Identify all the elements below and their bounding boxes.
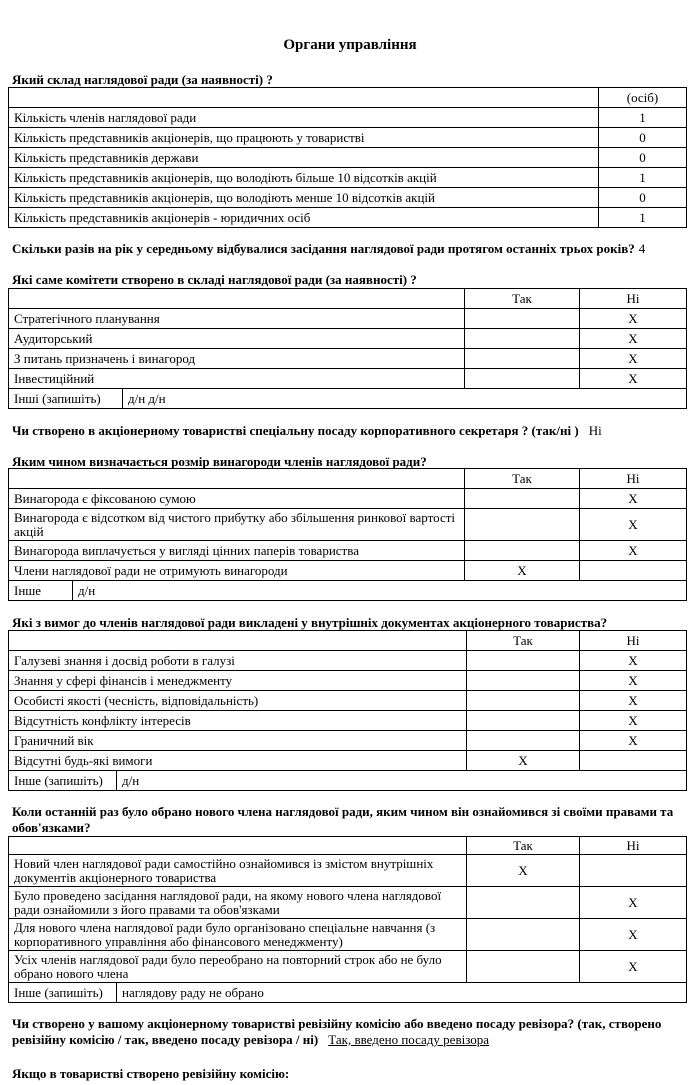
no-cell: X [580,489,687,509]
table-row [9,887,687,919]
row-value: 0 [599,148,687,168]
table-row-other [9,581,687,601]
no-cell: X [580,651,687,671]
table-row [9,188,687,208]
no-cell: X [580,691,687,711]
no-cell: X [580,369,687,389]
row-label: Кількість представників акціонерів, що працюють у товаристві [9,128,599,148]
yes-cell [465,329,580,349]
row-label: Відсутні будь-які вимоги [9,751,467,771]
row-label: Кількість представників акціонерів - юридичних осіб [9,208,599,228]
row-label: Винагорода є фіксованою сумою [9,489,465,509]
row-value: 1 [599,208,687,228]
row-value: 1 [599,168,687,188]
yes-cell: X [465,561,580,581]
row-label: Винагорода виплачується у вигляді цінних паперів товариства [9,541,465,561]
row-label: Аудиторський [9,329,465,349]
table-row-other [9,389,687,409]
table-row [9,651,687,671]
row-label: З питань призначень і винагород [9,349,465,369]
no-cell [580,751,687,771]
table-row [9,731,687,751]
audit-question-text: Чи створено у вашому акціонерному товаристві ревізійну комісію або введено посаду ревізора? (так, створено ревізійну комісію / так, введено посаду ревізора / ні) [12,1016,662,1047]
row-label: Відсутність конфлікту інтересів [9,711,467,731]
remuneration-question: Яким чином визначається розмір винагороди членів наглядової ради? [12,454,427,469]
board-composition-question: Який склад наглядової ради (за наявності) ? [12,72,273,87]
no-cell: X [580,329,687,349]
secretary-question [12,423,602,439]
col-yes-header: Так [465,289,580,309]
board-composition-table [8,87,687,228]
unit-header: (осіб) [599,88,687,108]
no-cell: X [580,309,687,329]
no-cell: X [580,731,687,751]
yes-cell [465,369,580,389]
row-label: Було проведено засідання наглядової ради, на якому нового члена наглядової ради ознайомили з його правами та обов'язками [9,887,467,919]
secretary-question-text: Чи створено в акціонерному товаристві спеціальну посаду корпоративного секретаря ? (так/ні ) [12,423,579,438]
table-row [9,369,687,389]
yes-cell [467,919,580,951]
yes-cell [465,349,580,369]
col-yes-header: Так [467,837,580,855]
col-yes-header: Так [465,469,580,489]
yes-cell [467,671,580,691]
table-row [9,711,687,731]
no-cell: X [580,887,687,919]
secretary-answer: Ні [588,423,602,438]
yes-cell: X [467,855,580,887]
other-value: д/н [73,581,687,601]
no-cell: X [580,541,687,561]
meetings-question [12,241,645,257]
row-label: Галузеві знання і досвід роботи в галузі [9,651,467,671]
other-label: Інше (запишіть) [9,771,117,791]
table-row-other [9,983,687,1003]
table-row-other [9,771,687,791]
table-row [9,541,687,561]
no-cell: X [580,919,687,951]
new-member-question: Коли останній раз було обрано нового члена наглядової ради, яким чином він ознайомився зі своїми правами та обов'язками? [12,804,674,835]
row-label: Члени наглядової ради не отримують винагороди [9,561,465,581]
yes-cell [465,489,580,509]
other-label: Інші (запишіть) [9,389,123,409]
other-label: Інше [9,581,73,601]
yes-cell [465,309,580,329]
row-label: Інвестиційний [9,369,465,389]
other-value: д/н [117,771,687,791]
no-cell: X [580,509,687,541]
row-label: Винагорода є відсотком від чистого прибутку або збільшення ринкової вартості акцій [9,509,465,541]
remuneration-table [8,468,687,601]
yes-cell [467,651,580,671]
no-cell: X [580,671,687,691]
table-row [9,128,687,148]
meetings-question-text: Скільки разів на рік у середньому відбувалися засідання наглядової ради протягом останніх трьох років? [12,241,635,256]
yes-cell [467,711,580,731]
table-header-row [9,631,687,651]
other-label: Інше (запишіть) [9,983,117,1003]
no-cell: X [580,951,687,983]
table-row [9,309,687,329]
row-label: Граничний вік [9,731,467,751]
page-title: Органи управління [283,37,417,53]
table-header-row [9,88,687,108]
table-row [9,349,687,369]
table-row [9,951,687,983]
table-row [9,148,687,168]
row-value: 0 [599,128,687,148]
yes-cell [465,509,580,541]
yes-cell [465,541,580,561]
committees-question: Які саме комітети створено в складі наглядової ради (за наявності) ? [12,272,417,287]
yes-cell: X [467,751,580,771]
row-label: Усіх членів наглядової ради було переобрано на повторний строк або не було обрано нового члена [9,951,467,983]
no-cell: X [580,349,687,369]
new-member-table [8,836,687,1003]
audit-followup-question: Якщо в товаристві створено ревізійну комісію: [12,1066,290,1081]
table-header-row [9,469,687,489]
row-label: Знання у сфері фінансів і менеджменту [9,671,467,691]
table-row [9,329,687,349]
col-yes-header: Так [467,631,580,651]
row-label: Новий член наглядової ради самостійно ознайомився із змістом внутрішніх документів акціонерного товариства [9,855,467,887]
yes-cell [467,691,580,711]
requirements-table [8,630,687,791]
meetings-answer: 4 [638,241,646,256]
col-no-header: Ні [580,631,687,651]
yes-cell [467,951,580,983]
table-row [9,108,687,128]
requirements-question: Які з вимог до членів наглядової ради викладені у внутрішніх документах акціонерного товариства? [12,615,608,630]
table-row [9,489,687,509]
row-value: 0 [599,188,687,208]
table-row [9,691,687,711]
audit-question [12,1016,682,1048]
row-label: Стратегічного планування [9,309,465,329]
yes-cell [467,731,580,751]
table-row [9,855,687,887]
table-row [9,561,687,581]
row-label: Кількість членів наглядової ради [9,108,599,128]
row-label: Кількість представників акціонерів, що володіють менше 10 відсотків акцій [9,188,599,208]
table-header-row [9,289,687,309]
other-value: наглядову раду не обрано [117,983,687,1003]
col-no-header: Ні [580,289,687,309]
col-no-header: Ні [580,837,687,855]
table-row [9,208,687,228]
no-cell: X [580,711,687,731]
table-row [9,168,687,188]
table-row [9,671,687,691]
row-value: 1 [599,108,687,128]
committees-table [8,288,687,409]
audit-answer: Так, введено посаду ревізора [328,1032,490,1047]
col-no-header: Ні [580,469,687,489]
yes-cell [467,887,580,919]
table-row [9,751,687,771]
row-label: Кількість представників акціонерів, що володіють більше 10 відсотків акцій [9,168,599,188]
table-header-row [9,837,687,855]
table-row [9,509,687,541]
row-label: Для нового члена наглядової ради було організовано спеціальне навчання (з корпоративного управління або фінансового менеджменту) [9,919,467,951]
no-cell [580,855,687,887]
no-cell [580,561,687,581]
table-row [9,919,687,951]
other-value: д/н д/н [123,389,687,409]
row-label: Кількість представників держави [9,148,599,168]
row-label: Особисті якості (чесність, відповідальність) [9,691,467,711]
